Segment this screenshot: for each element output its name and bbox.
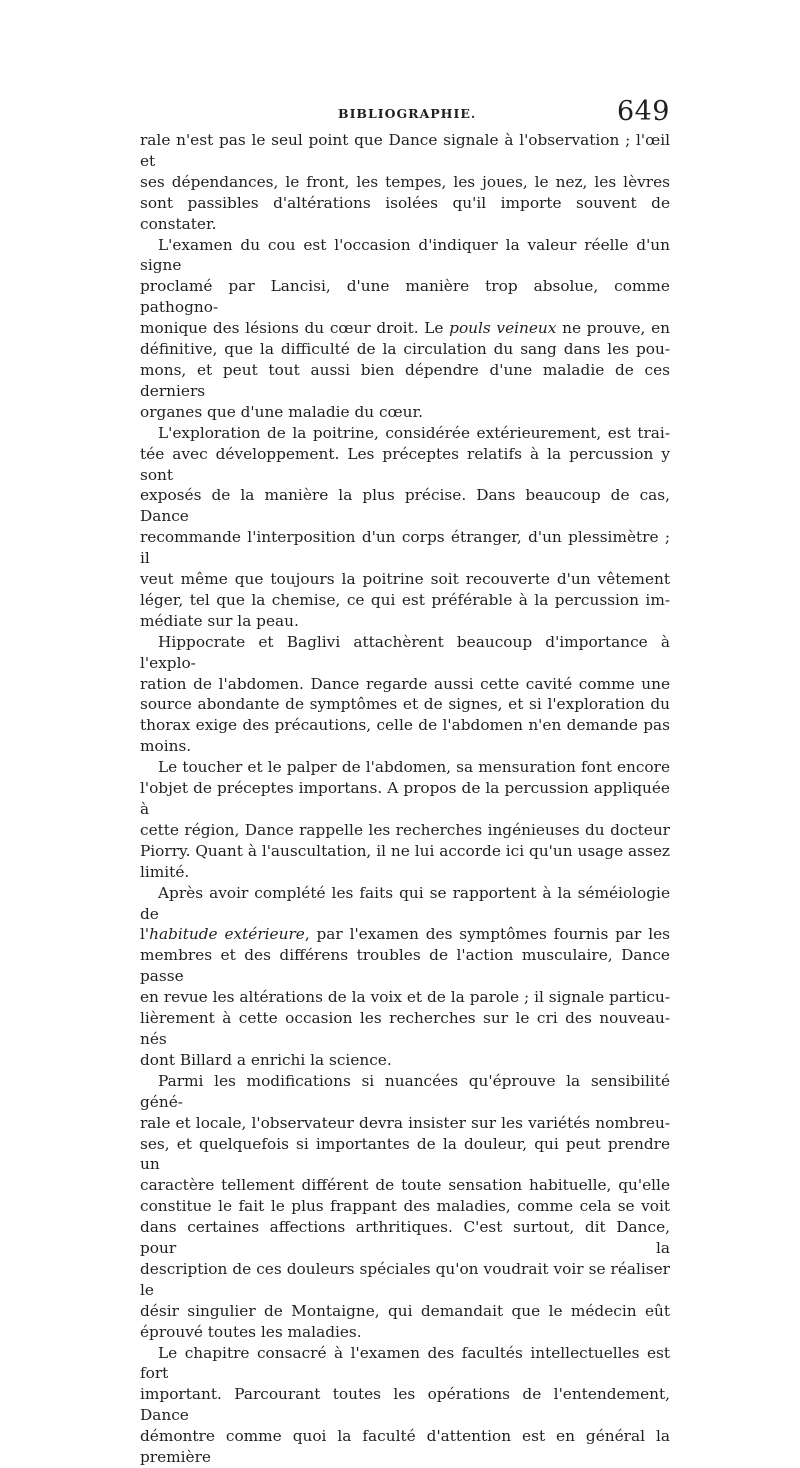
text-line: L'exploration de la poitrine, considérée extérieurement, est trai- — [158, 423, 670, 442]
text-segment: ne prouve, en — [556, 319, 670, 338]
text-line: membres et des différens troubles de l'action musculaire, Dance passe — [140, 946, 670, 986]
text-line: médiate sur la peau. — [140, 611, 299, 630]
text-line: tée avec développement. Les préceptes relatifs à la percussion y sont — [140, 444, 670, 484]
text-line: mons, et peut tout aussi bien dépendre d'une maladie de ces derniers — [140, 360, 670, 400]
text-line: Piorry. Quant à l'auscultation, il ne lui accorde ici qu'un usage assez — [140, 841, 670, 860]
text-line: L'examen du cou est l'occasion d'indiquer la valeur réelle d'un signe — [140, 235, 670, 275]
text-line: léger, tel que la chemise, ce qui est préférable à la percussion im- — [140, 590, 670, 609]
paragraph — [140, 632, 670, 757]
text-line: Le toucher et le palper de l'abdomen, sa mensuration font encore — [158, 758, 670, 777]
body-text — [140, 130, 670, 1468]
text-line: ses, et quelquefois si importantes de la douleur, qui peut prendre un — [140, 1134, 670, 1174]
page-header — [140, 96, 670, 132]
text-line: organes que d'une maladie du cœur. — [140, 402, 424, 421]
paragraph — [140, 757, 670, 882]
running-title: BIBLIOGRAPHIE. — [338, 106, 477, 121]
text-segment: , par l'examen des symptômes fournis par les — [304, 925, 671, 944]
text-segment: l' — [140, 925, 150, 944]
paragraph — [140, 1071, 670, 1343]
text-line: recommande l'interposition d'un corps étranger, d'un plessimètre ; il — [140, 528, 670, 568]
italic-phrase: habitude extérieure — [149, 925, 305, 944]
text-line: thorax exige des précautions, celle de l'abdomen n'en demande pas — [140, 716, 670, 735]
page-number: 649 — [616, 96, 670, 127]
text-line: limité. — [140, 862, 190, 881]
text-line: Après avoir complété les faits qui se rapportent à la séméiologie de — [140, 883, 670, 923]
paragraph — [140, 130, 670, 235]
text-line — [140, 318, 670, 339]
paragraph — [140, 423, 670, 632]
text-line: désir singulier de Montaigne, qui demandait que le médecin eût — [140, 1301, 670, 1320]
paragraph — [140, 235, 670, 423]
text-line: Le chapitre consacré à l'examen des facultés intellectuelles est fort — [140, 1343, 670, 1383]
paragraph — [140, 883, 670, 1071]
text-line: source abondante de symptômes et de signes, et si l'exploration du — [140, 695, 670, 714]
text-line: Parmi les modifications si nuancées qu'éprouve la sensibilité géné- — [140, 1071, 670, 1111]
text-line: constitue le fait le plus frappant des maladies, comme cela se voit — [140, 1197, 670, 1216]
text-line: description de ces douleurs spéciales qu'on voudrait voir se réaliser le — [140, 1259, 670, 1299]
text-line: ses dépendances, le front, les tempes, les joues, le nez, les lèvres — [140, 172, 670, 191]
text-line: rale et locale, l'observateur devra insister sur les variétés nombreu- — [140, 1113, 670, 1132]
text-line: éprouvé toutes les maladies. — [140, 1322, 362, 1341]
text-line: proclamé par Lancisi, d'une manière trop absolue, comme pathogno- — [140, 277, 670, 317]
text-line: en revue les altérations de la voix et de la parole ; il signale particu- — [140, 988, 670, 1007]
text-line: caractère tellement différent de toute sensation habituelle, qu'elle — [140, 1176, 670, 1195]
text-line: Hippocrate et Baglivi attachèrent beaucoup d'importance à l'explo- — [140, 632, 670, 672]
text-line: lièrement à cette occasion les recherches sur le cri des nouveau-nés — [140, 1009, 670, 1048]
text-line: rale n'est pas le seul point que Dance signale à l'observation ; l'œil et — [140, 131, 670, 170]
text-line: veut même que toujours la poitrine soit recouverte d'un vêtement — [140, 570, 670, 589]
text-line: dont Billard a enrichi la science. — [140, 1050, 392, 1069]
text-line: ration de l'abdomen. Dance regarde aussi cette cavité comme une — [140, 674, 670, 693]
text-line: moins. — [140, 737, 192, 756]
text-line — [140, 924, 670, 945]
text-line: définitive, que la difficulté de la circulation du sang dans les pou- — [140, 340, 670, 359]
text-line: dans certaines affections arthritiques. C'est surtout, dit Dance, pour la — [140, 1218, 670, 1258]
italic-phrase: pouls veineux — [449, 319, 557, 338]
text-line: exposés de la manière la plus précise. Dans beaucoup de cas, Dance — [140, 486, 670, 526]
text-line: démontre comme quoi la faculté d'attention est en général la première — [140, 1427, 670, 1467]
text-segment: monique des lésions du cœur droit. Le — [140, 319, 450, 338]
text-line: important. Parcourant toutes les opérations de l'entendement, Dance — [140, 1385, 670, 1425]
paragraph — [140, 1343, 670, 1468]
text-line: cette région, Dance rappelle les recherches ingénieuses du docteur — [140, 820, 670, 839]
text-line: sont passibles d'altérations isolées qu'il importe souvent de constater. — [140, 193, 670, 233]
text-line: l'objet de préceptes importans. A propos de la percussion appliquée à — [140, 779, 670, 818]
